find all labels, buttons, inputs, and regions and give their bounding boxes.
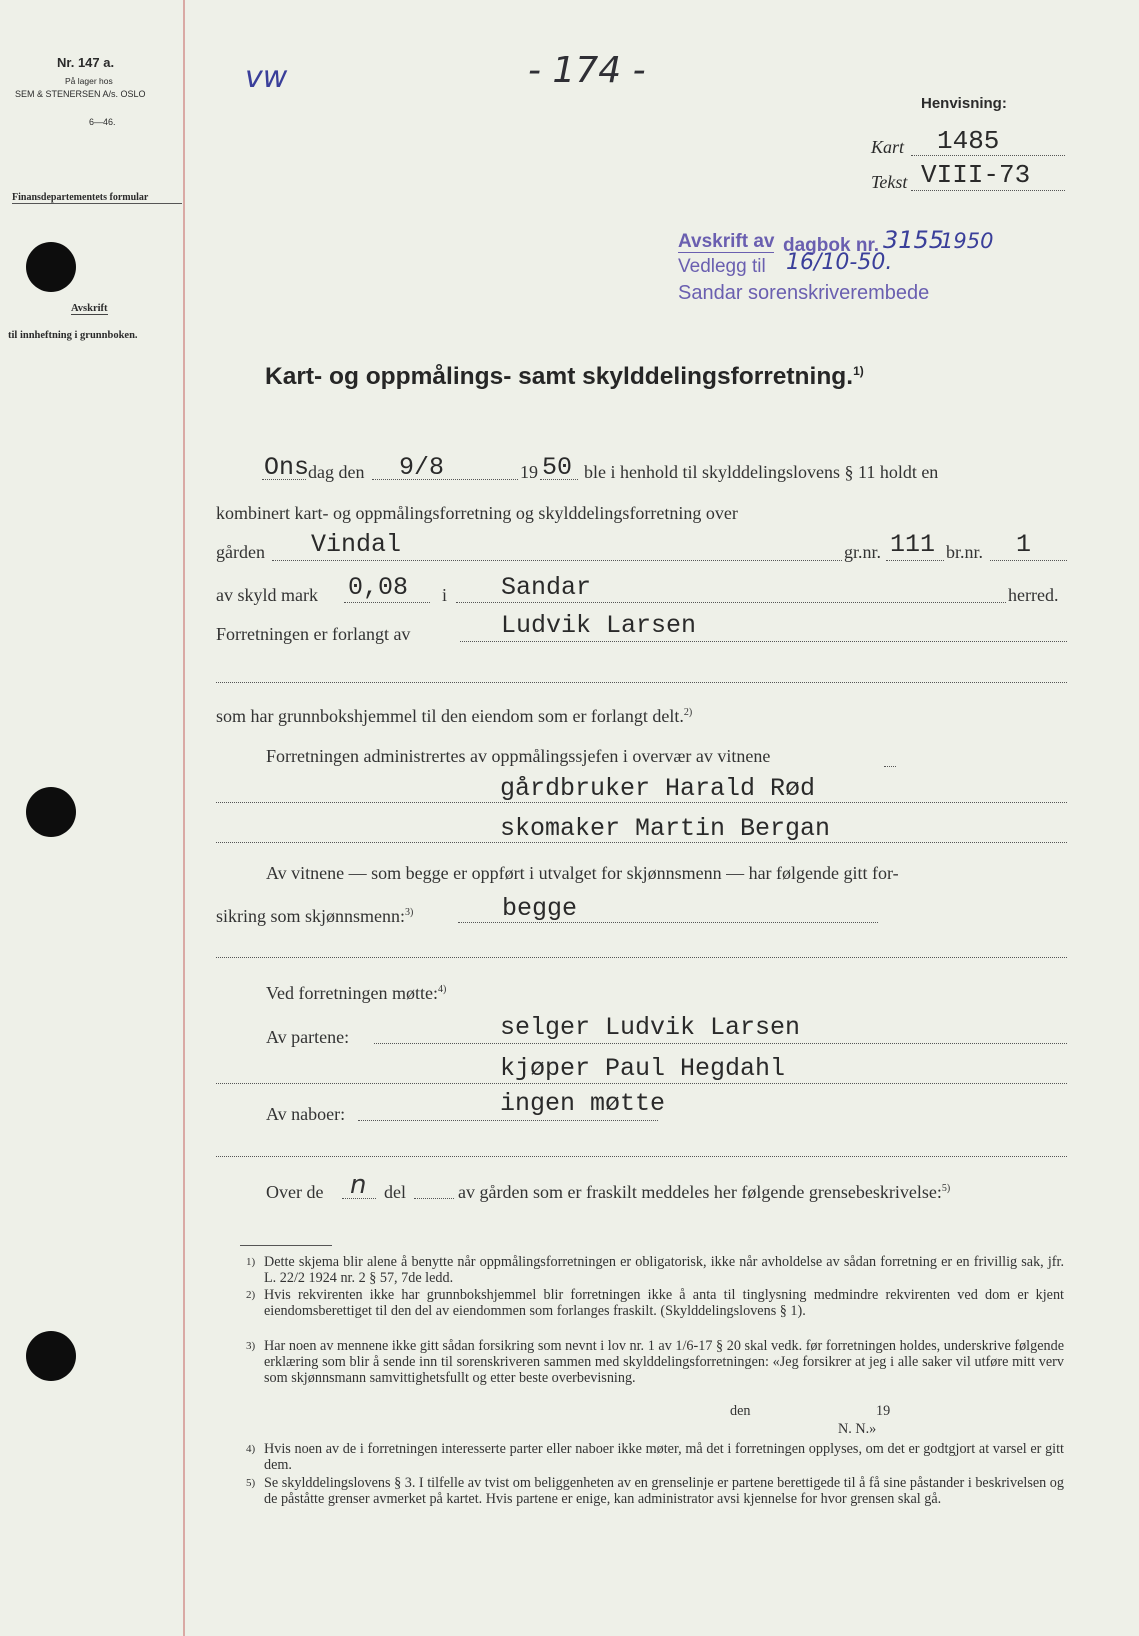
grnr-label: gr.nr. [844,542,882,562]
weekday-value: Ons [264,453,310,482]
publisher-line: På lager hos [65,76,113,86]
party-1: selger Ludvik Larsen [500,1013,801,1042]
year-prefix: 19 [520,462,538,482]
kart-row [871,126,1065,157]
footnote-rule [240,1245,332,1246]
footnote-3 [246,1338,1064,1387]
naboer-value: ingen møtte [500,1089,666,1118]
publisher-line: SEM & STENERSEN A/s. OSLO [15,89,146,99]
del-label: del [384,1182,406,1202]
kart-value: 1485 [937,126,1000,156]
date-line [214,453,1067,486]
skyld-value: 0,08 [348,573,409,602]
oath-footnote-ref: 3) [405,907,414,918]
document-title [265,363,864,391]
punch-hole [26,242,76,292]
del-value: n [350,1170,367,1200]
page-number: - 174 - [528,50,646,91]
punch-hole [26,1331,76,1381]
hjemmel-sentence: som har grunnbokshjemmel til den eiendom som er forlangt delt. [216,706,684,726]
party-2: kjøper Paul Hegdahl [500,1054,786,1083]
i-label: i [442,585,448,605]
footnote-5 [246,1475,1064,1508]
farm-line [216,530,1067,562]
tekst-value: VIII-73 [921,160,1031,190]
stamp-label: Avskrift av [678,231,775,252]
stamp-year: 1950 [940,229,994,253]
oath-text: Av vitnene — som begge er oppført i utvalget for skjønnsmenn — har følgende gitt for- [266,863,899,883]
grense-footnote-ref: 5) [941,1183,951,1194]
partene-label: Av partene: [266,1027,350,1047]
over-de-label: Over de [266,1182,324,1202]
garden-value: Vindal [311,530,402,559]
stamp-vedlegg: Vedlegg til [678,256,766,277]
form-number: Nr. 147 a. [57,55,115,70]
initials: vw [245,60,288,95]
footnote-text: Har noen av mennene ikke gitt sådan forsikring som nevnt i lov nr. 1 av 1/6-17 § 20 skal vedk. før forretningen holdes, underskrive følgende erklæring som blir å sende inn til sorenskriveren sammen med skylddelingsforretningen: «Jeg forsikrer at jeg i alle saker vil utføre mitt verv som skjønnsmann samvittighetsfullt og etter beste overbevisning. [264,1338,1064,1387]
punch-hole [26,787,76,837]
date-value: 9/8 [399,453,445,482]
line2-text: kombinert kart- og oppmålingsforretning og skylddelingsforretning over [216,503,738,523]
dag-den-label: dag den [308,462,365,482]
footnote-number: 1) [246,1256,256,1268]
forlangt-label: Forretningen er forlangt av [216,624,411,644]
skyld-line [216,575,1067,607]
parties-line [216,1083,1067,1084]
hjemmel-text [216,706,692,727]
footnote-text: Hvis noen av de i forretningen interesserte parter eller naboer ikke møter, må det i forretningen opplyses, om det er godtgjort at varsel er gitt dem. [264,1441,1064,1474]
footnote-text: Se skylddelingslovens § 3. I tilfelle av tvist om beliggenheten av en grenselinje er partene berettigede til å få sine påstander i beskrivelsen og de påståtte grenser avmerket på kartet. Hvis partene er enige, kan administrator avsi kjennelse for hvor grensen skal gå. [264,1475,1064,1508]
footnote-1 [246,1254,1064,1287]
copy-note: til innheftning i grunnboken. [8,330,138,341]
witness-line [216,802,1067,803]
footnote-number: 2) [246,1289,256,1301]
stamp-dagbok: dagbok nr. [783,235,880,256]
stamp-dagbok-number: 3155 [883,226,945,254]
oath-label-text: sikring som skjønnsmenn: [216,906,406,926]
blank-line [216,682,1067,683]
brnr-value: 1 [1016,530,1032,559]
oath-label [216,906,413,927]
footnote-text: Dette skjema blir alene å benytte når oppmålingsforretningen er obligatorisk, ikke når avholdelse av sådan forretning er en frivillig sak, jfr. L. 22/2 1924 nr. 2 § 57, 7de ledd. [264,1254,1064,1287]
admin-line [266,746,896,772]
title-footnote-ref: 1) [853,363,864,378]
witness-1: gårdbruker Harald Rød [500,774,816,803]
admin-text: Forretningen administrertes av oppmålingssjefen i overvær av vitnene [266,746,771,766]
neighbours-line [266,1090,1067,1122]
grnr-value: 111 [890,530,936,559]
mote-label [266,983,446,1004]
brnr-label: br.nr. [946,542,984,562]
naboer-label: Av naboer: [266,1104,346,1124]
witness-2: skomaker Martin Bergan [500,814,831,843]
tekst-row [871,160,1065,192]
mote-footnote-ref: 4) [437,984,447,995]
formular-note: Finansdepartementets formular [12,192,182,204]
margin-rule [183,0,185,1636]
footnote-number: 5) [246,1477,256,1489]
witness-line [216,842,1067,843]
fn3-year: 19 [876,1403,891,1419]
requester-line [216,613,1067,645]
forlangt-value: Ludvik Larsen [501,611,697,640]
print-date: 6—46. [89,117,116,127]
kart-label: Kart [871,137,905,157]
herred-value: Sandar [501,573,592,602]
tekst-label: Tekst [871,172,908,192]
footnote-4 [246,1441,1064,1474]
footnote-number: 3) [246,1340,256,1352]
stamp-office: Sandar sorenskriverembede [678,282,930,304]
skyld-label: av skyld mark [216,585,318,605]
reference-heading: Henvisning: [921,95,1007,112]
title-text: Kart- og oppmålings- samt skylddelingsforretning. [265,363,854,390]
blank-line [216,957,1067,958]
year-value: 50 [542,453,573,482]
footnote-number: 4) [246,1443,256,1455]
hjemmel-footnote-ref: 2) [683,707,693,718]
blank-line [216,1156,1067,1157]
fn3-signature: N. N.» [838,1421,877,1437]
copy-heading: Avskrift [71,303,108,314]
oath-line [216,896,1067,926]
footnote-2 [246,1287,1064,1320]
grense-line [266,1170,1067,1204]
oath-value: begge [502,894,578,923]
grense-sentence: av gården som er fraskilt meddeles her følgende grensebeskrivelse: [458,1182,942,1202]
grense-text [458,1182,950,1203]
stamp-vedlegg-date: 16/10-50. [786,250,893,275]
fn3-den: den [730,1403,751,1419]
garden-label: gården [216,542,265,562]
parties-line [266,1013,1067,1045]
line1-text: ble i henhold til skylddelingslovens § 11 holdt en [584,462,939,482]
footnote-text: Hvis rekvirenten ikke har grunnbokshjemmel blir forretningen ikke å anta til tinglysning medmindre rekvirenten ved dom er kjent eiendomsberettiget til den del av eiendommen som forlanges fraskilt. (Skylddelingslovens § 1). [264,1287,1064,1320]
mote-label-text: Ved forretningen møtte: [266,983,438,1003]
herred-label: herred. [1008,585,1059,605]
